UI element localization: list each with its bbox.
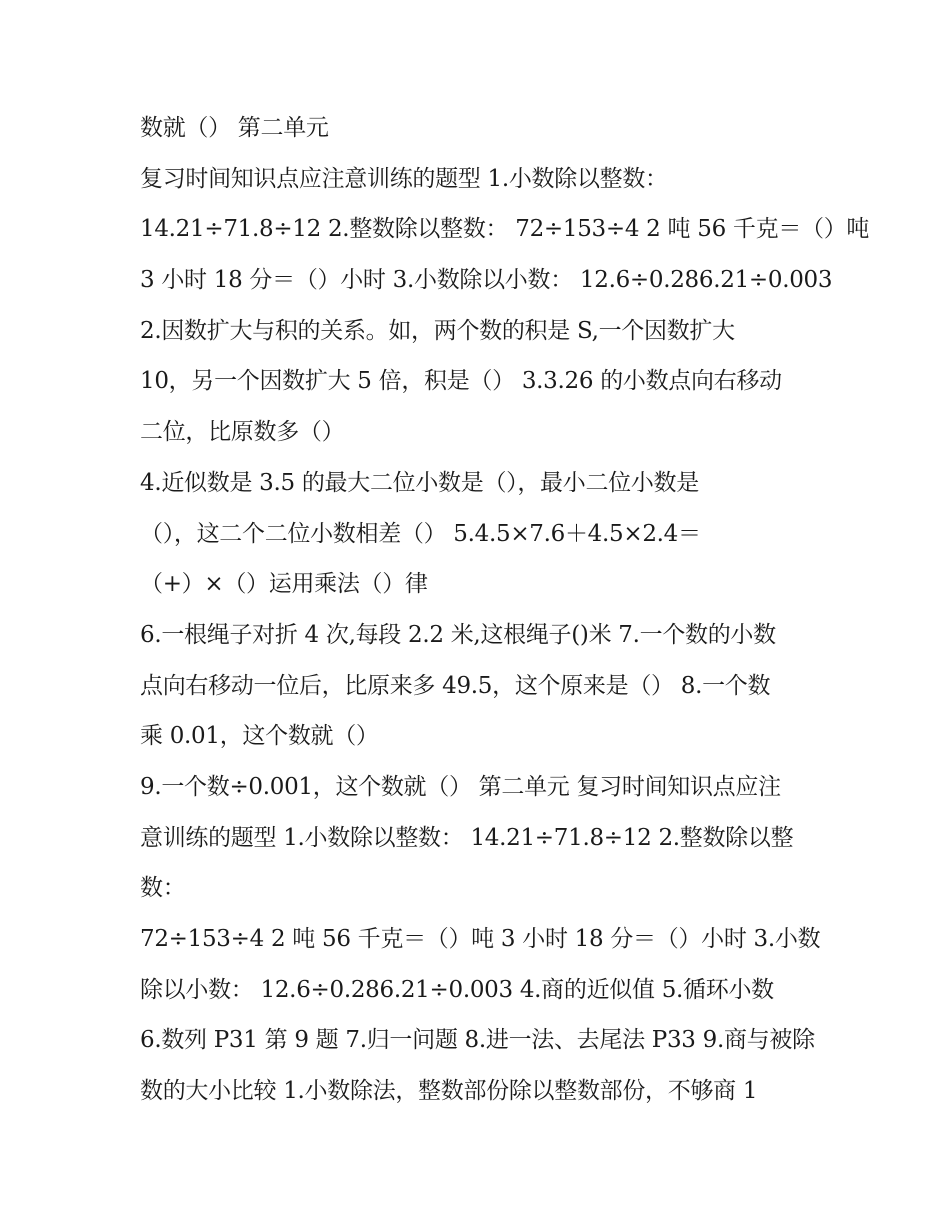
text-line: 2.因数扩大与积的关系。如，两个数的积是 S,一个因数扩大 [140,317,735,344]
text-line: 6.一根绳子对折 4 次,每段 2.2 米,这根绳子()米 7.一个数的小数 [140,621,776,648]
text-line: 复习时间知识点应注意训练的题型 1.小数除以整数： [140,165,668,192]
text-line: （），这二个二位小数相差（） 5.4.5×7.6＋4.5×2.4＝ [140,520,701,547]
text-line: 72÷153÷4 2 吨 56 千克＝（）吨 3 小时 18 分＝（）小时 3.小数 [140,926,821,952]
text-line: 数的大小比较 1.小数除法，整数部份除以整数部份，不够商 1 [140,1078,758,1105]
text-line: 3 小时 18 分＝（）小时 3.小数除以小数： 12.6÷0.286.21÷0.003 [140,267,833,294]
text-line: （+）×（）运用乘法（）律 [140,571,428,598]
text-line: 4.近似数是 3.5 的最大二位小数是（），最小二位小数是 [140,469,699,496]
text-line: 除以小数： 12.6÷0.286.21÷0.003 4.商的近似值 5.循环小数 [140,976,774,1003]
text-line: 10，另一个因数扩大 5 倍，积是（） 3.3.26 的小数点向右移动 [140,368,782,395]
document-body [140,103,870,1117]
text-line: 6.数列 P31 第 9 题 7.归一问题 8.进一法、去尾法 P33 9.商与被除 [140,1027,815,1054]
text-line: 意训练的题型 1.小数除以整数： 14.21÷71.8÷12 2.整数除以整 [140,824,794,851]
text-line: 乘 0.01，这个数就（） [140,723,379,750]
text-line: 14.21÷71.8÷12 2.整数除以整数： 72÷153÷4 2 吨 56 千克＝（）吨 [140,216,870,243]
text-line: 9.一个数÷0.001，这个数就（） 第二单元 复习时间知识点应注 [140,773,781,800]
text-line: 数就（） 第二单元 [140,115,329,141]
text-line: 二位，比原数多（） [140,419,345,446]
text-line: 点向右移动一位后，比原来多 49.5，这个原来是（） 8.一个数 [140,672,771,699]
text-line: 数： [140,875,186,902]
